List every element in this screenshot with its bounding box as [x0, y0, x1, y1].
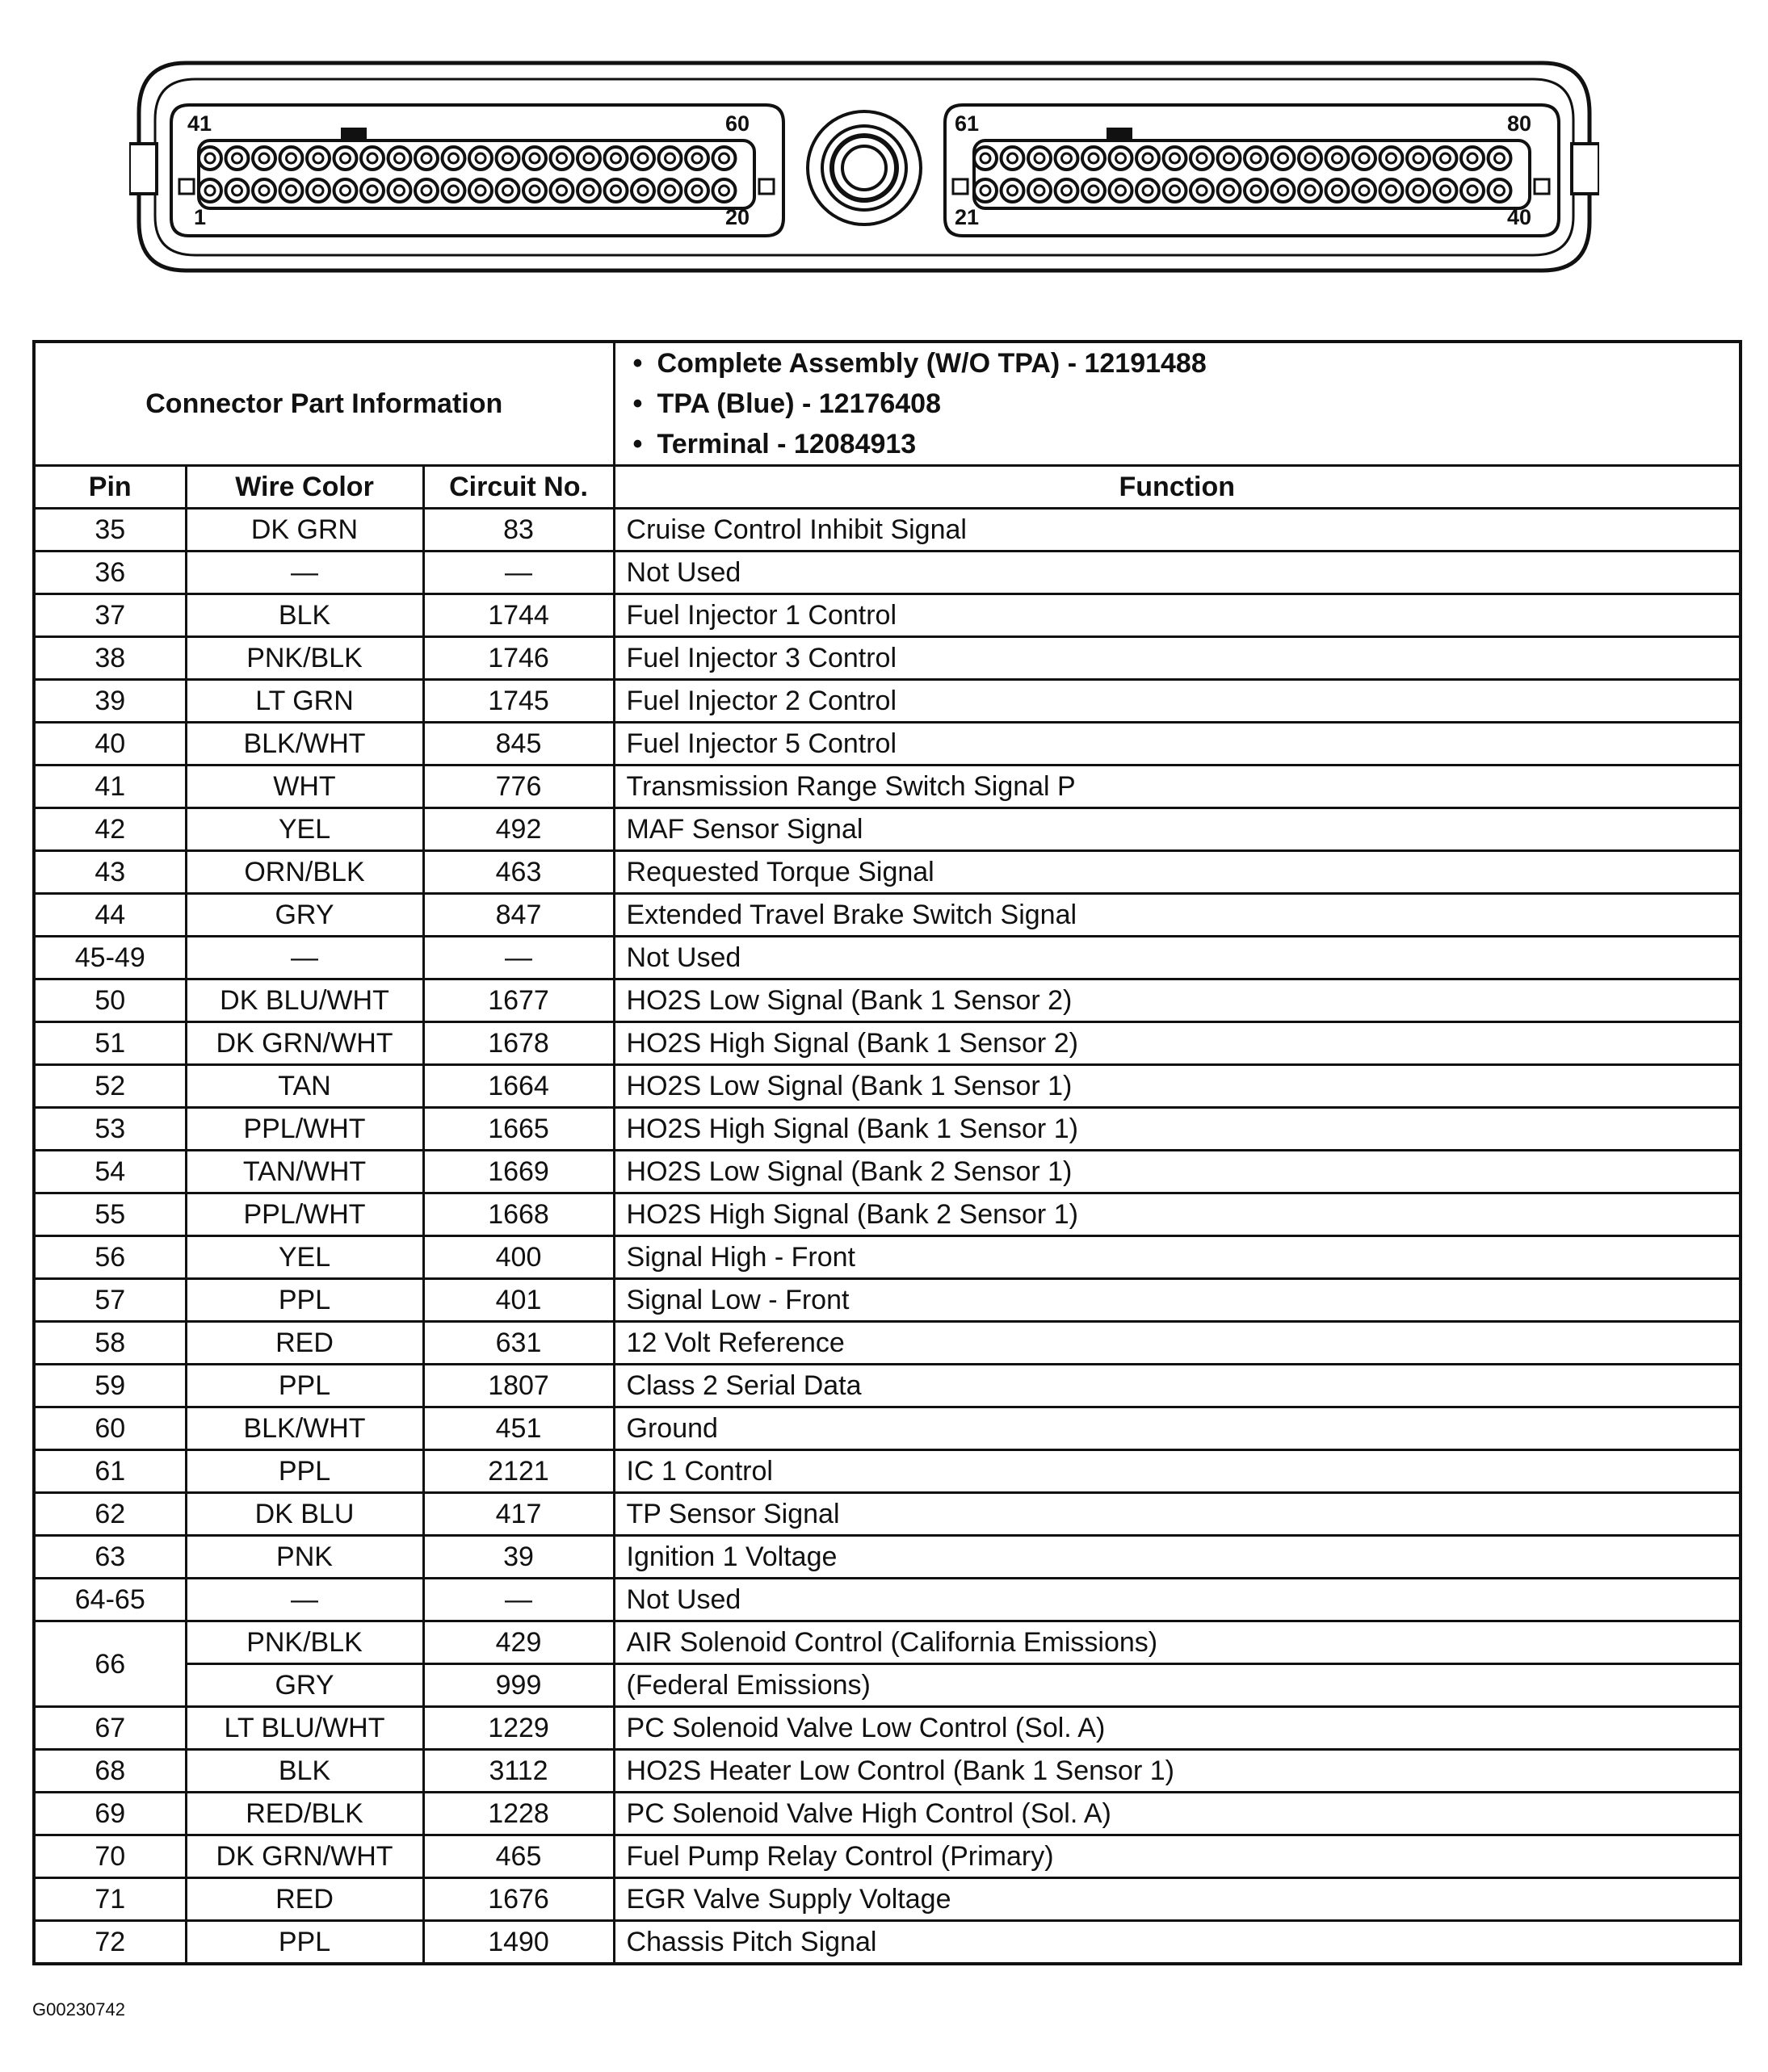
part-info-item: • Terminal - 12084913 [657, 424, 1740, 464]
connector-diagram [129, 57, 1599, 279]
pin-hole-right-top [1218, 147, 1241, 170]
table-row [34, 1151, 1741, 1193]
wire-color-cell: WHT [186, 765, 423, 808]
table-row [34, 1193, 1741, 1236]
pin-cell: 36 [34, 552, 186, 594]
table-row [34, 1365, 1741, 1407]
header-function: Function [614, 466, 1741, 509]
function-cell: HO2S Heater Low Control (Bank 1 Sensor 1) [614, 1750, 1741, 1793]
wire-color-cell: BLK [186, 1750, 423, 1793]
pin-hole-right-bottom [1245, 179, 1267, 202]
pin-cell: 61 [34, 1450, 186, 1493]
circuit-cell: 1745 [423, 680, 614, 723]
figure-id: G00230742 [32, 1999, 125, 2020]
circuit-cell: 1665 [423, 1108, 614, 1151]
pin-hole-left-bottom [307, 179, 330, 202]
pin-hole-left-top [551, 147, 573, 170]
right-block-square-left [953, 179, 968, 194]
circuit-cell: 999 [423, 1664, 614, 1707]
circuit-cell: 451 [423, 1407, 614, 1450]
pin-hole-left-bottom [443, 179, 465, 202]
table-row [34, 765, 1741, 808]
pin-hole-right-bottom [974, 179, 997, 202]
circuit-cell: — [423, 937, 614, 979]
circuit-cell: 845 [423, 723, 614, 765]
pin-cell: 71 [34, 1878, 186, 1921]
pin-hole-right-bottom [1110, 179, 1132, 202]
circuit-cell: 1807 [423, 1365, 614, 1407]
pin-cell: 50 [34, 979, 186, 1022]
pin-hole-left-top [280, 147, 303, 170]
pin-hole-left-bottom [199, 179, 221, 202]
pin-label-41: 41 [187, 111, 212, 136]
left-latch [129, 144, 157, 194]
pin-hole-left-bottom [632, 179, 654, 202]
pin-hole-right-top [1434, 147, 1457, 170]
wire-color-cell: TAN [186, 1065, 423, 1108]
function-cell: HO2S Low Signal (Bank 1 Sensor 2) [614, 979, 1741, 1022]
pin-label-60: 60 [724, 111, 750, 136]
table-row [34, 937, 1741, 979]
function-cell: PC Solenoid Valve High Control (Sol. A) [614, 1793, 1741, 1835]
pin-hole-right-bottom [1461, 179, 1484, 202]
circuit-cell: 1744 [423, 594, 614, 637]
pin-cell: 67 [34, 1707, 186, 1750]
function-cell: PC Solenoid Valve Low Control (Sol. A) [614, 1707, 1741, 1750]
pin-cell: 42 [34, 808, 186, 851]
pin-hole-left-top [686, 147, 708, 170]
table-row [34, 552, 1741, 594]
function-cell: Fuel Injector 5 Control [614, 723, 1741, 765]
pin-hole-right-bottom [1002, 179, 1024, 202]
function-cell: HO2S High Signal (Bank 1 Sensor 1) [614, 1108, 1741, 1151]
pin-hole-left-top [443, 147, 465, 170]
pin-hole-left-top [497, 147, 519, 170]
pin-cell: 58 [34, 1322, 186, 1365]
pin-hole-right-bottom [1082, 179, 1105, 202]
pin-hole-right-bottom [1434, 179, 1457, 202]
header-pin: Pin [34, 466, 186, 509]
pin-hole-left-top [253, 147, 275, 170]
pin-label-61: 61 [955, 111, 980, 136]
pin-hole-right-top [1028, 147, 1051, 170]
table-row [34, 1236, 1741, 1279]
left-block-square-left [179, 179, 194, 194]
pin-hole-left-bottom [280, 179, 303, 202]
wire-color-cell: BLK/WHT [186, 723, 423, 765]
table-row [34, 1793, 1741, 1835]
pin-cell: 51 [34, 1022, 186, 1065]
table-row [34, 1664, 1741, 1707]
function-cell: Chassis Pitch Signal [614, 1921, 1741, 1965]
circuit-cell: 400 [423, 1236, 614, 1279]
table-row [34, 1921, 1741, 1965]
table-row [34, 680, 1741, 723]
function-cell: TP Sensor Signal [614, 1493, 1741, 1536]
wire-color-cell: YEL [186, 808, 423, 851]
wire-color-cell: GRY [186, 894, 423, 937]
wire-color-cell: TAN/WHT [186, 1151, 423, 1193]
pin-hole-right-top [1110, 147, 1132, 170]
pin-hole-left-bottom [497, 179, 519, 202]
pin-hole-left-top [469, 147, 492, 170]
wire-color-cell: PPL/WHT [186, 1193, 423, 1236]
pin-hole-right-bottom [1164, 179, 1186, 202]
circuit-cell: 429 [423, 1621, 614, 1664]
function-cell: Signal Low - Front [614, 1279, 1741, 1322]
wire-color-cell: PPL [186, 1279, 423, 1322]
function-cell: AIR Solenoid Control (California Emissions) [614, 1621, 1741, 1664]
function-cell: Class 2 Serial Data [614, 1365, 1741, 1407]
wire-color-cell: LT GRN [186, 680, 423, 723]
pin-hole-left-top [415, 147, 438, 170]
table-row [34, 509, 1741, 552]
function-cell: HO2S Low Signal (Bank 2 Sensor 1) [614, 1151, 1741, 1193]
wire-color-cell: ORN/BLK [186, 851, 423, 894]
table-row [34, 1407, 1741, 1450]
function-cell: (Federal Emissions) [614, 1664, 1741, 1707]
pin-label-40: 40 [1506, 205, 1531, 229]
column-header-row [34, 466, 1741, 509]
function-cell: MAF Sensor Signal [614, 808, 1741, 851]
pin-hole-right-bottom [1380, 179, 1403, 202]
pin-hole-right-top [974, 147, 997, 170]
circuit-cell: 1228 [423, 1793, 614, 1835]
pin-cell: 39 [34, 680, 186, 723]
pin-cell: 69 [34, 1793, 186, 1835]
pin-hole-right-top [1056, 147, 1078, 170]
wire-color-cell: RED/BLK [186, 1793, 423, 1835]
wire-color-cell: DK BLU [186, 1493, 423, 1536]
pin-cell: 53 [34, 1108, 186, 1151]
wire-color-cell: DK GRN/WHT [186, 1022, 423, 1065]
circuit-cell: 1664 [423, 1065, 614, 1108]
pin-cell: 63 [34, 1536, 186, 1579]
pin-hole-right-top [1489, 147, 1511, 170]
circuit-cell: 39 [423, 1536, 614, 1579]
table-row [34, 1493, 1741, 1536]
circuit-cell: — [423, 1579, 614, 1621]
pin-hole-right-bottom [1028, 179, 1051, 202]
wire-color-cell: PNK [186, 1536, 423, 1579]
pin-hole-left-top [361, 147, 384, 170]
pin-cell: 40 [34, 723, 186, 765]
pin-label-20: 20 [724, 205, 750, 229]
part-info-item: • Complete Assembly (W/O TPA) - 12191488 [657, 343, 1740, 384]
pin-hole-left-bottom [415, 179, 438, 202]
circuit-cell: 3112 [423, 1750, 614, 1793]
header-wire-color: Wire Color [186, 466, 423, 509]
circuit-cell: 465 [423, 1835, 614, 1878]
function-cell: Not Used [614, 937, 1741, 979]
pin-hole-right-bottom [1056, 179, 1078, 202]
pin-hole-left-bottom [686, 179, 708, 202]
function-cell: Signal High - Front [614, 1236, 1741, 1279]
pin-hole-right-bottom [1489, 179, 1511, 202]
pin-hole-left-bottom [253, 179, 275, 202]
wire-color-cell: DK GRN/WHT [186, 1835, 423, 1878]
pin-cell: 60 [34, 1407, 186, 1450]
table-row [34, 1450, 1741, 1493]
table-row [34, 637, 1741, 680]
function-cell: Fuel Injector 1 Control [614, 594, 1741, 637]
header-circuit-no: Circuit No. [423, 466, 614, 509]
wire-color-cell: LT BLU/WHT [186, 1707, 423, 1750]
pin-cell: 45-49 [34, 937, 186, 979]
pin-cell: 72 [34, 1921, 186, 1965]
circuit-cell: 847 [423, 894, 614, 937]
table-row [34, 894, 1741, 937]
pin-cell: 64-65 [34, 1579, 186, 1621]
circuit-cell: — [423, 552, 614, 594]
pin-label-1: 1 [194, 205, 207, 229]
wire-color-cell: PPL [186, 1921, 423, 1965]
function-cell: Extended Travel Brake Switch Signal [614, 894, 1741, 937]
wire-color-cell: PNK/BLK [186, 637, 423, 680]
circuit-cell: 776 [423, 765, 614, 808]
pin-cell: 35 [34, 509, 186, 552]
function-cell: Ignition 1 Voltage [614, 1536, 1741, 1579]
part-info-item: • TPA (Blue) - 12176408 [657, 384, 1740, 424]
wire-color-cell: RED [186, 1878, 423, 1921]
function-cell: HO2S High Signal (Bank 1 Sensor 2) [614, 1022, 1741, 1065]
pin-cell: 37 [34, 594, 186, 637]
table-row [34, 979, 1741, 1022]
pin-cell: 70 [34, 1835, 186, 1878]
wire-color-cell: PPL [186, 1365, 423, 1407]
part-info-cell [614, 342, 1741, 466]
function-cell: 12 Volt Reference [614, 1322, 1741, 1365]
wire-color-cell: BLK [186, 594, 423, 637]
table-row [34, 1065, 1741, 1108]
function-cell: EGR Valve Supply Voltage [614, 1878, 1741, 1921]
function-cell: Not Used [614, 1579, 1741, 1621]
pin-cell: 41 [34, 765, 186, 808]
pin-hole-left-top [388, 147, 411, 170]
right-key-tab [1107, 128, 1132, 141]
table-row [34, 1322, 1741, 1365]
wire-color-cell: RED [186, 1322, 423, 1365]
pinout-table [32, 340, 1742, 1965]
wire-color-cell: PNK/BLK [186, 1621, 423, 1664]
pin-cell: 62 [34, 1493, 186, 1536]
wire-color-cell: DK GRN [186, 509, 423, 552]
pin-hole-right-bottom [1326, 179, 1349, 202]
pin-cell: 38 [34, 637, 186, 680]
table-row [34, 1750, 1741, 1793]
pin-hole-right-bottom [1299, 179, 1321, 202]
pin-label-80: 80 [1506, 111, 1531, 136]
pin-hole-left-top [334, 147, 357, 170]
pin-hole-left-bottom [469, 179, 492, 202]
pin-hole-right-top [1272, 147, 1295, 170]
pin-cell: 66 [34, 1621, 186, 1707]
function-cell: IC 1 Control [614, 1450, 1741, 1493]
circuit-cell: 83 [423, 509, 614, 552]
pin-hole-left-top [659, 147, 682, 170]
wire-color-cell: PPL [186, 1450, 423, 1493]
table-row [34, 851, 1741, 894]
pin-cell: 54 [34, 1151, 186, 1193]
wire-color-cell: BLK/WHT [186, 1407, 423, 1450]
wire-color-cell: — [186, 937, 423, 979]
pin-hole-left-top [226, 147, 249, 170]
pin-hole-left-bottom [361, 179, 384, 202]
function-cell: Not Used [614, 552, 1741, 594]
pin-hole-right-top [1326, 147, 1349, 170]
part-info-list [615, 343, 1740, 464]
circuit-cell: 1669 [423, 1151, 614, 1193]
pin-cell: 56 [34, 1236, 186, 1279]
center-bolt-icon [808, 111, 921, 224]
table-row [34, 1108, 1741, 1151]
pin-hole-left-bottom [713, 179, 736, 202]
wire-color-cell: GRY [186, 1664, 423, 1707]
left-block-square-right [759, 179, 774, 194]
circuit-cell: 1678 [423, 1022, 614, 1065]
circuit-cell: 1677 [423, 979, 614, 1022]
circuit-cell: 631 [423, 1322, 614, 1365]
pin-hole-left-top [605, 147, 628, 170]
pin-hole-left-top [713, 147, 736, 170]
table-row [34, 1536, 1741, 1579]
pin-hole-left-bottom [226, 179, 249, 202]
circuit-cell: 401 [423, 1279, 614, 1322]
pin-hole-right-top [1407, 147, 1430, 170]
right-block-square-right [1535, 179, 1549, 194]
pin-hole-right-top [1380, 147, 1403, 170]
table-row [34, 1707, 1741, 1750]
pin-cell: 55 [34, 1193, 186, 1236]
table-row [34, 1878, 1741, 1921]
pin-hole-left-bottom [334, 179, 357, 202]
circuit-cell: 2121 [423, 1450, 614, 1493]
pin-hole-left-top [632, 147, 654, 170]
table-row [34, 723, 1741, 765]
pin-hole-right-bottom [1218, 179, 1241, 202]
circuit-cell: 492 [423, 808, 614, 851]
pin-cell: 57 [34, 1279, 186, 1322]
table-row [34, 1835, 1741, 1878]
function-cell: Requested Torque Signal [614, 851, 1741, 894]
circuit-cell: 1668 [423, 1193, 614, 1236]
pin-hole-left-bottom [577, 179, 600, 202]
pin-hole-left-bottom [388, 179, 411, 202]
pin-cell: 59 [34, 1365, 186, 1407]
table-row [34, 1621, 1741, 1664]
wire-color-cell: — [186, 1579, 423, 1621]
circuit-cell: 1746 [423, 637, 614, 680]
circuit-cell: 1676 [423, 1878, 614, 1921]
table-row [34, 1022, 1741, 1065]
pin-hole-right-top [1461, 147, 1484, 170]
pin-label-21: 21 [955, 205, 980, 229]
pin-hole-left-bottom [659, 179, 682, 202]
left-key-tab [341, 128, 367, 141]
pin-hole-right-top [1245, 147, 1267, 170]
function-cell: Ground [614, 1407, 1741, 1450]
pin-hole-right-bottom [1272, 179, 1295, 202]
pin-hole-right-bottom [1191, 179, 1213, 202]
function-cell: HO2S Low Signal (Bank 1 Sensor 1) [614, 1065, 1741, 1108]
wire-color-cell: DK BLU/WHT [186, 979, 423, 1022]
pin-hole-right-top [1353, 147, 1375, 170]
function-cell: Cruise Control Inhibit Signal [614, 509, 1741, 552]
pin-hole-right-bottom [1136, 179, 1159, 202]
pin-hole-left-top [577, 147, 600, 170]
pin-hole-right-top [1002, 147, 1024, 170]
pin-cell: 68 [34, 1750, 186, 1793]
circuit-cell: 417 [423, 1493, 614, 1536]
table-row [34, 594, 1741, 637]
function-cell: HO2S High Signal (Bank 2 Sensor 1) [614, 1193, 1741, 1236]
pin-hole-right-top [1191, 147, 1213, 170]
part-info-row [34, 342, 1741, 466]
pin-hole-left-top [199, 147, 221, 170]
function-cell: Transmission Range Switch Signal P [614, 765, 1741, 808]
pin-hole-left-bottom [605, 179, 628, 202]
pin-hole-right-top [1299, 147, 1321, 170]
pin-hole-right-top [1082, 147, 1105, 170]
pin-cell: 52 [34, 1065, 186, 1108]
circuit-cell: 1229 [423, 1707, 614, 1750]
table-row [34, 1279, 1741, 1322]
pin-hole-left-top [307, 147, 330, 170]
table-row [34, 1579, 1741, 1621]
pin-hole-right-top [1136, 147, 1159, 170]
function-cell: Fuel Injector 2 Control [614, 680, 1741, 723]
pin-hole-right-top [1164, 147, 1186, 170]
wire-color-cell: — [186, 552, 423, 594]
pin-hole-left-bottom [551, 179, 573, 202]
part-info-label: Connector Part Information [34, 342, 614, 466]
circuit-cell: 1490 [423, 1921, 614, 1965]
pin-hole-right-bottom [1353, 179, 1375, 202]
pin-hole-left-bottom [523, 179, 546, 202]
table-row [34, 808, 1741, 851]
wire-color-cell: YEL [186, 1236, 423, 1279]
function-cell: Fuel Injector 3 Control [614, 637, 1741, 680]
right-latch [1572, 144, 1599, 194]
pin-hole-right-bottom [1407, 179, 1430, 202]
pin-hole-left-top [523, 147, 546, 170]
circuit-cell: 463 [423, 851, 614, 894]
wire-color-cell: PPL/WHT [186, 1108, 423, 1151]
pin-cell: 43 [34, 851, 186, 894]
function-cell: Fuel Pump Relay Control (Primary) [614, 1835, 1741, 1878]
pin-cell: 44 [34, 894, 186, 937]
